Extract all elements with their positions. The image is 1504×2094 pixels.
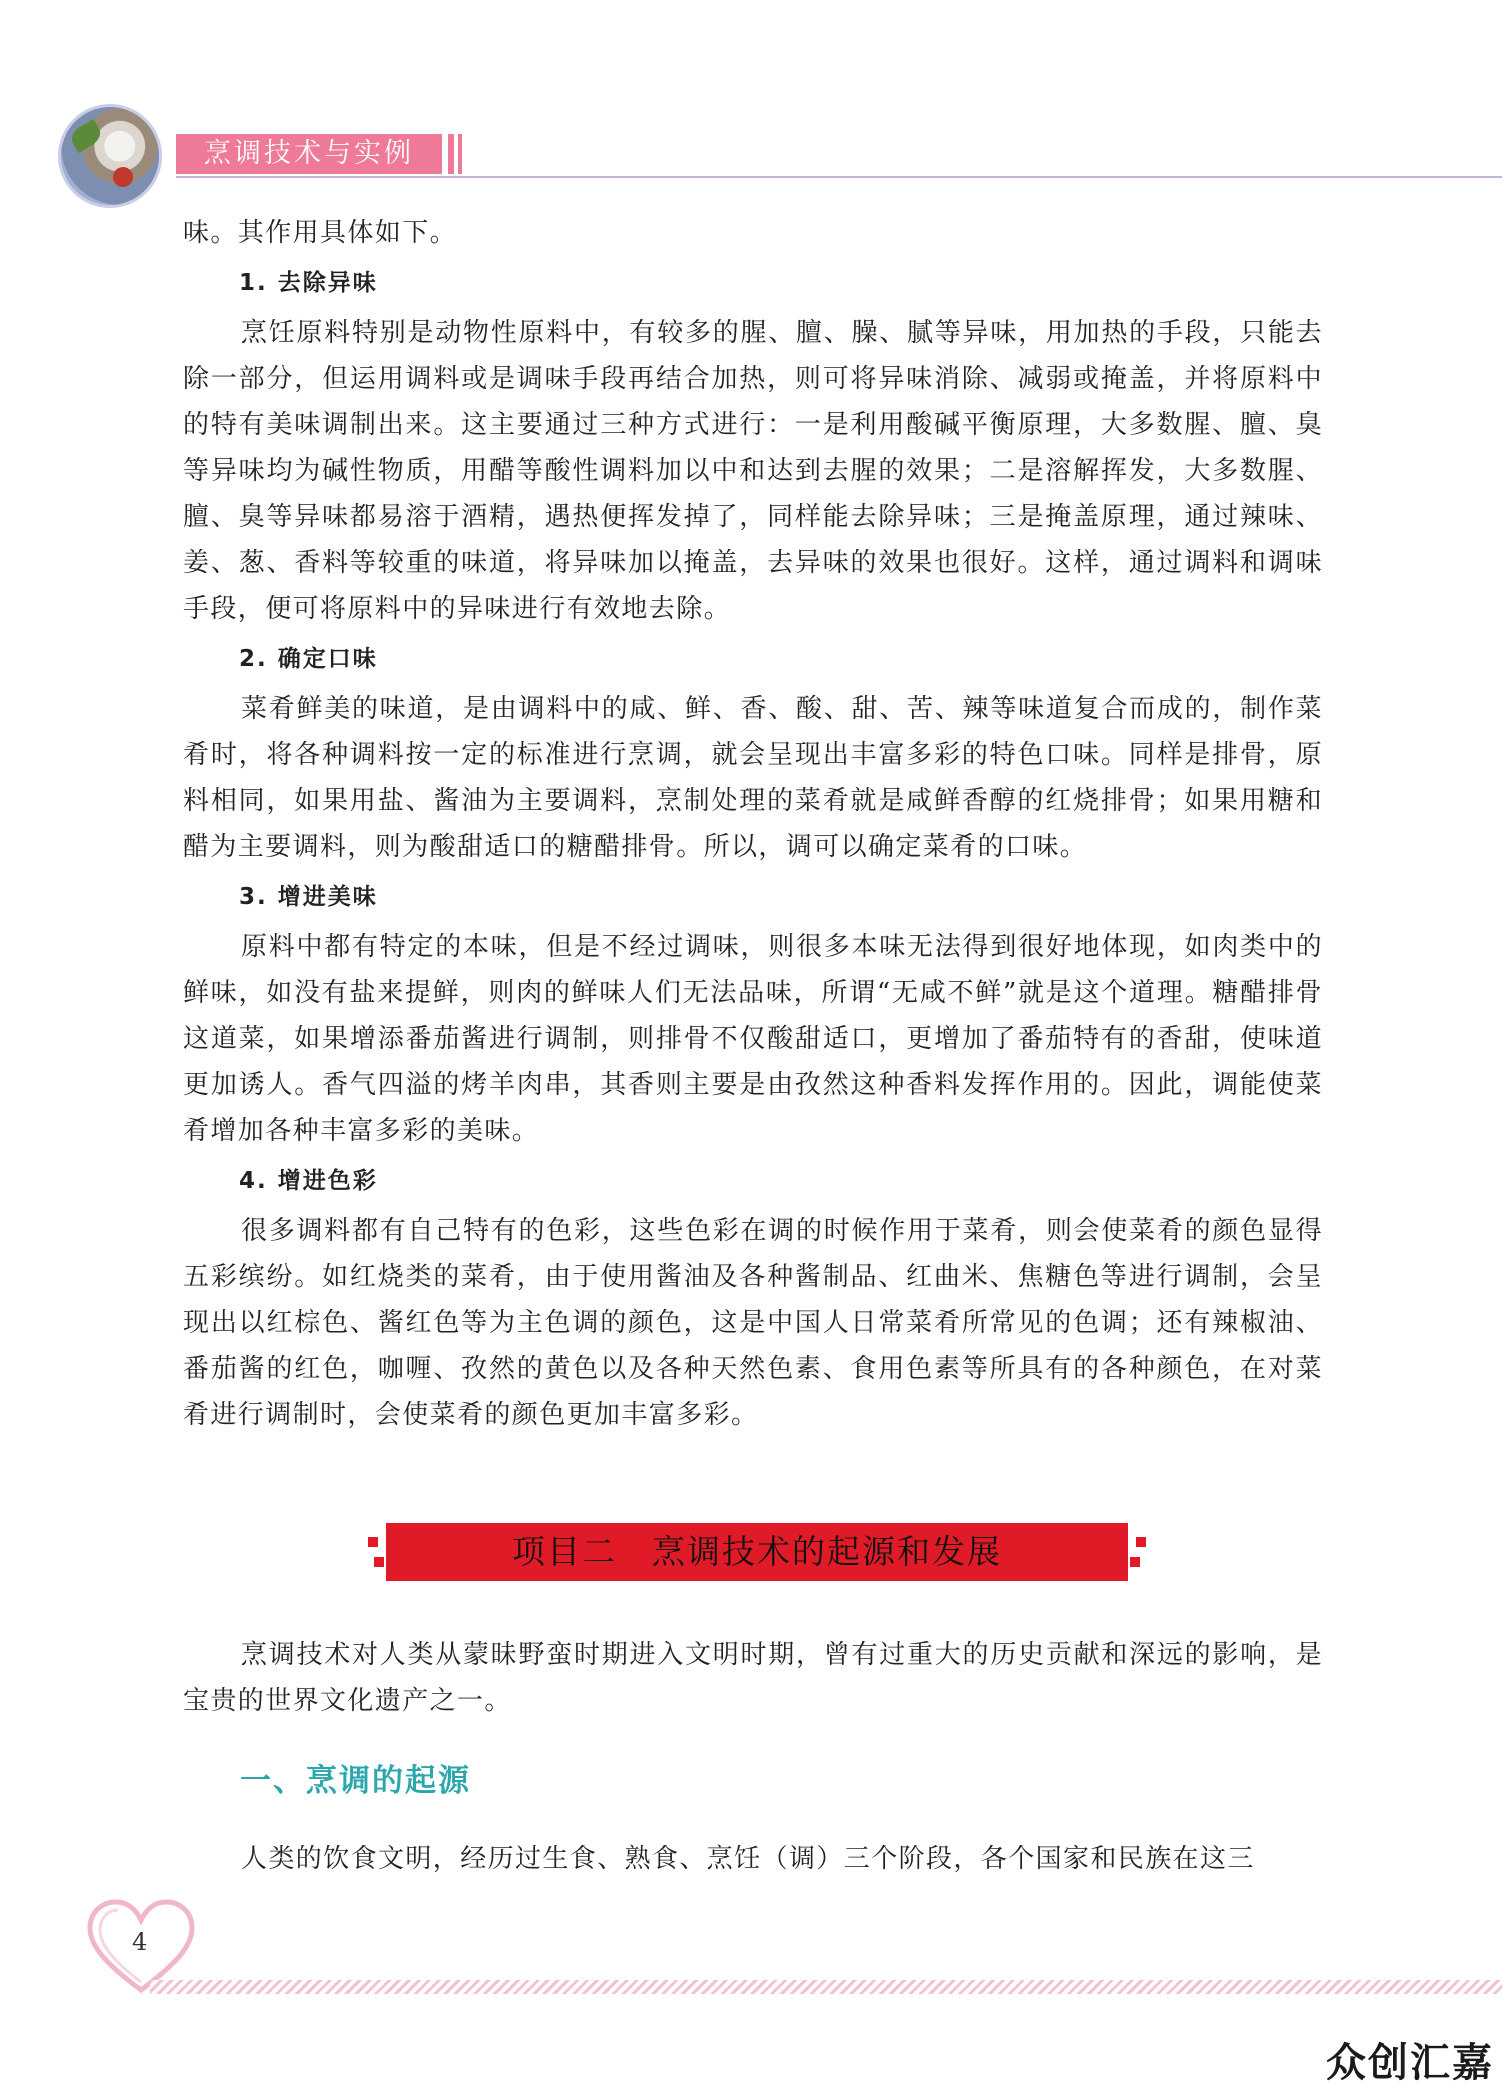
page-number: 4 <box>132 1928 148 1956</box>
intro-line: 味。其作用具体如下。 <box>183 218 458 248</box>
item-paragraph: 很多调料都有自己特有的色彩，这些色彩在调的时候作用于菜肴，则会使菜肴的颜色显得五彩缤纷。如红烧类的菜肴，由于使用酱油及各种酱制品、红曲米、焦糖色等进行调制，会呈现出以红棕色、酱红色等为主色调的颜色，这是中国人日常菜肴所常见的色调；还有辣椒油、番茄酱的红色，咖喱、孜然的黄色以及各种天然色素、食用色素等所具有的各种颜色，在对菜肴进行调制时，会使菜肴的颜色更加丰富多彩。 <box>183 1216 1323 1430</box>
header-tick-mark <box>448 134 454 174</box>
book-title: 烹调技术与实例 <box>176 134 442 174</box>
banner-deco-square <box>368 1537 378 1547</box>
footer-stripe <box>150 1980 1502 1994</box>
tomato-icon <box>113 167 133 187</box>
basil-leaf-icon <box>68 119 105 153</box>
project-banner <box>368 1523 1146 1581</box>
header-rule <box>176 176 1502 178</box>
body-content <box>183 210 1323 1438</box>
banner-deco-square <box>374 1557 384 1567</box>
item-heading: 1. 去除异味 <box>239 270 378 296</box>
item-paragraph: 原料中都有特定的本味，但是不经过调味，则很多本味无法得到很好地体现，如肉类中的鲜味，如没有盐来提鲜，则肉的鲜味人们无法品味，所谓“无咸不鲜”就是这个道理。糖醋排骨这道菜，如果增添番茄酱进行调制，则排骨不仅酸甜适口，更增加了番茄特有的香甜，使味道更加诱人。香气四溢的烤羊肉串，其香则主要是由孜然这种香料发挥作用的。因此，调能使菜肴增加各种丰富多彩的美味。 <box>183 932 1323 1146</box>
item-paragraph: 烹饪原料特别是动物性原料中，有较多的腥、膻、臊、腻等异味，用加热的手段，只能去除一部分，但运用调料或是调味手段再结合加热，则可将异味消除、减弱或掩盖，并将原料中的特有美味调制出来。这主要通过三种方式进行：一是利用酸碱平衡原理，大多数腥、膻、臭等异味均为碱性物质，用醋等酸性调料加以中和达到去腥的效果；二是溶解挥发，大多数腥、膻、臭等异味都易溶于酒精，遇热便挥发掉了，同样能去除异味；三是掩盖原理，通过辣味、姜、葱、香料等较重的味道，将异味加以掩盖，去异味的效果也很好。这样，通过调料和调味手段，便可将原料中的异味进行有效地去除。 <box>183 318 1323 624</box>
header-food-photo <box>58 104 162 208</box>
section-paragraph: 人类的饮食文明，经历过生食、熟食、烹饪（调）三个阶段，各个国家和民族在这三 <box>241 1844 1255 1874</box>
project-title: 项目二 烹调技术的起源和发展 <box>386 1523 1128 1581</box>
item-heading: 4. 增进色彩 <box>239 1168 378 1194</box>
banner-deco-square <box>1136 1537 1146 1547</box>
project-intro: 烹调技术对人类从蒙昧野蛮时期进入文明时期，曾有过重大的历史贡献和深远的影响，是宝贵的世界文化遗产之一。 <box>183 1640 1323 1716</box>
item-heading: 2. 确定口味 <box>239 646 378 672</box>
item-heading: 3. 增进美味 <box>239 884 378 910</box>
section-heading: 一、烹调的起源 <box>240 1763 471 1799</box>
header-tick-mark <box>458 134 462 174</box>
banner-deco-square <box>1130 1557 1140 1567</box>
publisher-watermark: 众创汇嘉 <box>1326 2040 1494 2086</box>
item-paragraph: 菜肴鲜美的味道，是由调料中的咸、鲜、香、酸、甜、苦、辣等味道复合而成的，制作菜肴时，将各种调料按一定的标准进行烹调，就会呈现出丰富多彩的特色口味。同样是排骨，原料相同，如果用盐、酱油为主要调料，烹制处理的菜肴就是咸鲜香醇的红烧排骨；如果用糖和醋为主要调料，则为酸甜适口的糖醋排骨。所以，调可以确定菜肴的口味。 <box>183 694 1323 862</box>
